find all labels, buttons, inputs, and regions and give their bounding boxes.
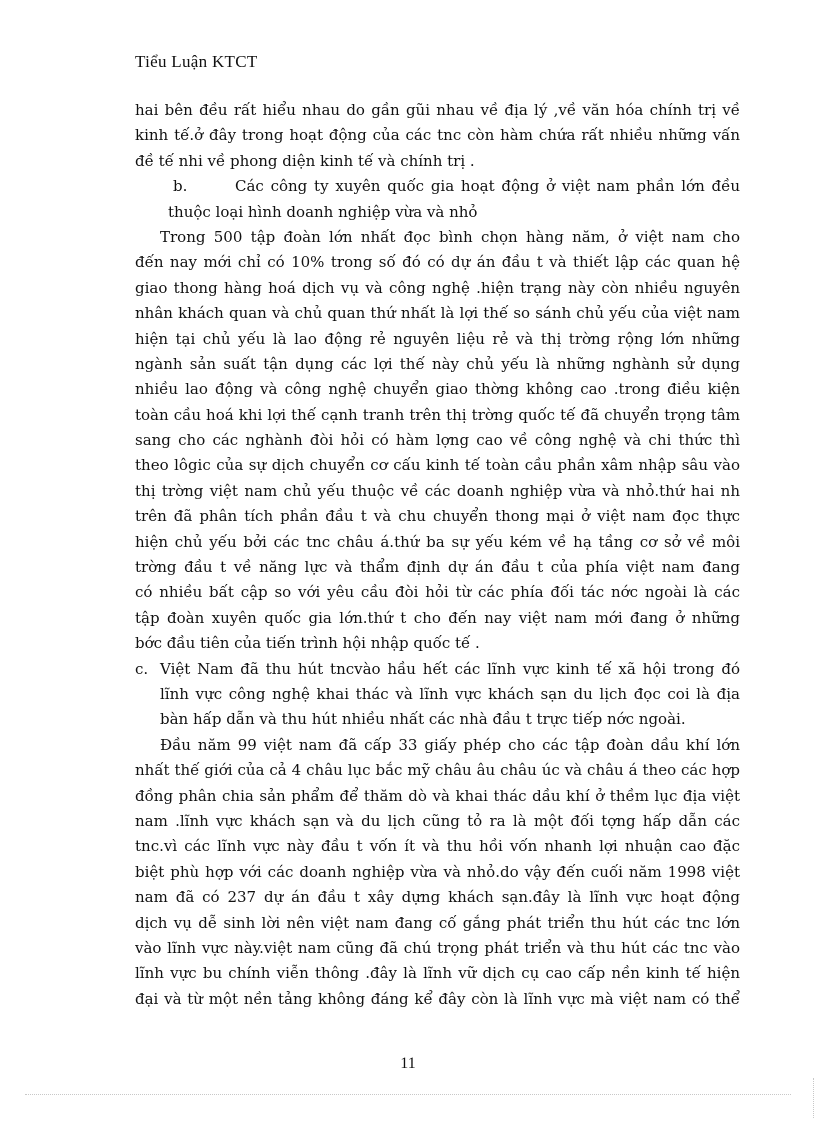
text-line: trờng đầu t về năng lực và thẩm định dự án đầu t của phía việt nam đang xyxy=(135,558,740,577)
text-line: lĩnh vực công nghệ khai thác và lĩnh vực khách sạn du lịch đọc coi là địa xyxy=(160,684,740,703)
text-line: đến nay mới chỉ có 10% trong số đó có dự án đầu t và thiết lập các quan hệ xyxy=(135,253,740,272)
text-line: bớc đầu tiên của tiến trình hội nhập quốc tế . xyxy=(135,634,480,653)
text-line: toàn cầu hoá khi lợi thế cạnh tranh trên thị trờng quốc tế đã chuyển trọng tâm xyxy=(135,405,740,424)
text-line: đồng phân chia sản phẩm để thăm dò và khai thác dầu khí ở thềm lục địa việt xyxy=(135,786,740,805)
text-line: tnc.vì các lĩnh vực này đầu t vốn ít và thu hồi vốn nhanh lợi nhuận cao đặc xyxy=(135,837,740,856)
text-line: nam đã có 237 dự án đầu t xây dựng khách sạn.đây là lĩnh vực hoạt động xyxy=(135,888,740,907)
list-item-text: Các công ty xuyên quốc gia hoạt động ở việt nam phần lớn đều xyxy=(235,177,740,196)
text-line: hiện chủ yếu bởi các tnc châu á.thứ ba sự yếu kém về hạ tầng cơ sở về môi xyxy=(135,532,740,551)
text-line: bàn hấp dẫn và thu hút nhiều nhất các nhà đầu t trực tiếp nớc ngoài. xyxy=(160,710,686,729)
text-line: đại và từ một nền tảng không đáng kể đây còn là lĩnh vực mà việt nam có thể xyxy=(135,989,740,1008)
text-line: nhất thế giới của cả 4 châu lục bắc mỹ châu âu châu úc và châu á theo các hợp xyxy=(135,761,740,780)
text-line: Trong 500 tập đoàn lớn nhất đọc bình chọn hàng năm, ở việt nam cho xyxy=(160,227,740,246)
text-line: kinh tế.ở đây trong hoạt động của các tnc còn hàm chứa rất nhiều những vấn xyxy=(135,126,740,145)
list-item-text: Việt Nam đã thu hút tncvào hầu hết các lĩnh vực kinh tế xã hội trong đó xyxy=(160,659,740,678)
text-line: hai bên đều rất hiểu nhau do gần gũi nhau về địa lý ,về văn hóa chính trị về xyxy=(135,101,740,119)
text-line: biệt phù hợp với các doanh nghiệp vừa và nhỏ.do vậy đến cuối năm 1998 việt xyxy=(135,862,740,881)
page-corner-border xyxy=(813,1078,814,1118)
text-line: ngành sản suất tận dụng các lợi thế này chủ yếu là những nghành sử dụng xyxy=(135,354,740,373)
page-number: 11 xyxy=(400,1055,416,1072)
text-line: Đầu năm 99 việt nam đã cấp 33 giấy phép cho các tập đoàn dầu khí lớn xyxy=(160,735,740,754)
text-line: đề tế nhi về phong diện kinh tế và chính trị . xyxy=(135,151,475,170)
page-bottom-border xyxy=(25,1094,791,1095)
text-line: tập đoàn xuyên quốc gia lớn.thứ t cho đến nay việt nam mới đang ở những xyxy=(135,608,740,627)
text-line: nhân khách quan và chủ quan thứ nhất là lợi thế so sánh chủ yếu của việt nam xyxy=(135,304,740,323)
text-line: giao thong hàng hoá dịch vụ và công nghệ .hiện trạng này còn nhiều nguyên xyxy=(135,278,740,297)
list-label-c: c. xyxy=(135,659,149,678)
document-body xyxy=(135,98,740,1012)
list-label-b: b. xyxy=(173,177,188,196)
text-line: trên đã phân tích phần đầu t và chu chuyển thong mại ở việt nam đọc thực xyxy=(135,507,740,526)
text-line: vào lĩnh vực này.việt nam cũng đã chú trọng phát triển và thu hút các tnc vào xyxy=(135,938,740,957)
text-line: hiện tại chủ yếu là lao động rẻ nguyên liệu rẻ và thị trờng rộng lớn những xyxy=(135,329,740,348)
list-item-c xyxy=(135,657,740,682)
text-line: thị trờng việt nam chủ yếu thuộc về các doanh nghiệp vừa và nhỏ.thứ hai nh xyxy=(135,481,740,500)
text-line: sang cho các nghành đòi hỏi có hàm lợng cao về công nghệ và chi thức thì xyxy=(135,431,740,450)
list-item-b xyxy=(135,174,740,199)
page-header-title: Tiểu Luận KTCT xyxy=(135,52,258,71)
text-line: thuộc loại hình doanh nghiệp vừa và nhỏ xyxy=(168,202,478,221)
text-line: nam .lĩnh vực khách sạn và du lịch cũng tỏ ra là một đối tợng hấp dẫn các xyxy=(135,811,740,830)
text-line: theo lôgic của sự dịch chuyển cơ cấu kinh tế toàn cầu phần xâm nhập sâu vào xyxy=(135,456,740,475)
text-line: dịch vụ dễ sinh lời nên việt nam đang cố gắng phát triển thu hút các tnc lớn xyxy=(135,913,740,932)
text-line: lĩnh vực bu chính viễn thông .đây là lĩnh vữ dịch cụ cao cấp nền kinh tế hiện xyxy=(135,964,740,983)
text-line: có nhiều bất cập so với yêu cầu đòi hỏi từ các phía đối tác nớc ngoài là các xyxy=(135,583,740,602)
text-line: nhiều lao động và công nghệ chuyển giao thờng không cao .trong điều kiện xyxy=(135,380,740,399)
